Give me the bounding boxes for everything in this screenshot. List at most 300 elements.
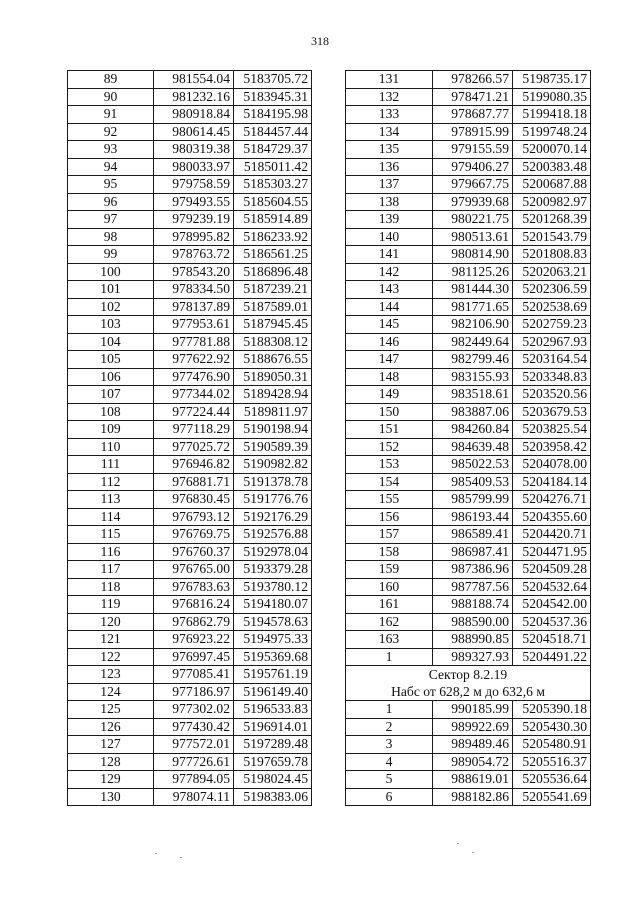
point-number-cell: 109 bbox=[68, 421, 154, 439]
point-number-cell: 157 bbox=[346, 526, 433, 544]
y-coordinate-cell: 5203520.56 bbox=[513, 386, 591, 404]
point-number-cell: 95 bbox=[68, 176, 154, 194]
x-coordinate-cell: 978915.99 bbox=[433, 123, 513, 141]
x-coordinate-cell: 977186.97 bbox=[154, 683, 234, 701]
y-coordinate-cell: 5192576.88 bbox=[234, 526, 312, 544]
table-row bbox=[346, 386, 591, 404]
point-number-cell: 89 bbox=[68, 71, 154, 89]
x-coordinate-cell: 976946.82 bbox=[154, 456, 234, 474]
y-coordinate-cell: 5204518.71 bbox=[513, 631, 591, 649]
table-row bbox=[68, 736, 312, 754]
x-coordinate-cell: 989054.72 bbox=[433, 753, 513, 771]
point-number-cell: 145 bbox=[346, 316, 433, 334]
table-row bbox=[68, 788, 312, 806]
point-number-cell: 147 bbox=[346, 351, 433, 369]
table-row bbox=[68, 456, 312, 474]
table-row bbox=[346, 456, 591, 474]
y-coordinate-cell: 5183945.31 bbox=[234, 88, 312, 106]
point-number-cell: 155 bbox=[346, 491, 433, 509]
table-row bbox=[68, 281, 312, 299]
table-row bbox=[68, 543, 312, 561]
table-row bbox=[346, 351, 591, 369]
y-coordinate-cell: 5200982.97 bbox=[513, 193, 591, 211]
table-row bbox=[346, 316, 591, 334]
table-row bbox=[346, 176, 591, 194]
table-row bbox=[68, 613, 312, 631]
y-coordinate-cell: 5184195.98 bbox=[234, 106, 312, 124]
y-coordinate-cell: 5204509.28 bbox=[513, 561, 591, 579]
point-number-cell: 100 bbox=[68, 263, 154, 281]
x-coordinate-cell: 988990.85 bbox=[433, 631, 513, 649]
table-row bbox=[346, 648, 591, 666]
y-coordinate-cell: 5188308.12 bbox=[234, 333, 312, 351]
point-number-cell: 113 bbox=[68, 491, 154, 509]
scan-speck bbox=[155, 853, 157, 854]
x-coordinate-cell: 982799.46 bbox=[433, 351, 513, 369]
point-number-cell: 121 bbox=[68, 631, 154, 649]
y-coordinate-cell: 5204491.22 bbox=[513, 648, 591, 666]
point-number-cell: 149 bbox=[346, 386, 433, 404]
table-row bbox=[68, 123, 312, 141]
y-coordinate-cell: 5190982.82 bbox=[234, 456, 312, 474]
point-number-cell: 4 bbox=[346, 753, 433, 771]
x-coordinate-cell: 981125.26 bbox=[433, 263, 513, 281]
point-number-cell: 150 bbox=[346, 403, 433, 421]
table-row bbox=[68, 473, 312, 491]
table-row bbox=[346, 526, 591, 544]
y-coordinate-cell: 5185011.42 bbox=[234, 158, 312, 176]
table-row bbox=[68, 631, 312, 649]
y-coordinate-cell: 5203825.54 bbox=[513, 421, 591, 439]
table-row bbox=[68, 88, 312, 106]
y-coordinate-cell: 5193379.28 bbox=[234, 561, 312, 579]
point-number-cell: 124 bbox=[68, 683, 154, 701]
table-row bbox=[346, 228, 591, 246]
y-coordinate-cell: 5191378.78 bbox=[234, 473, 312, 491]
point-number-cell: 129 bbox=[68, 771, 154, 789]
x-coordinate-cell: 986987.41 bbox=[433, 543, 513, 561]
point-number-cell: 119 bbox=[68, 596, 154, 614]
x-coordinate-cell: 986193.44 bbox=[433, 508, 513, 526]
x-coordinate-cell: 976830.45 bbox=[154, 491, 234, 509]
point-number-cell: 126 bbox=[68, 718, 154, 736]
y-coordinate-cell: 5186233.92 bbox=[234, 228, 312, 246]
y-coordinate-cell: 5199748.24 bbox=[513, 123, 591, 141]
x-coordinate-cell: 983155.93 bbox=[433, 368, 513, 386]
point-number-cell: 98 bbox=[68, 228, 154, 246]
x-coordinate-cell: 980918.84 bbox=[154, 106, 234, 124]
y-coordinate-cell: 5185914.89 bbox=[234, 211, 312, 229]
y-coordinate-cell: 5205541.69 bbox=[513, 788, 591, 806]
x-coordinate-cell: 978471.21 bbox=[433, 88, 513, 106]
y-coordinate-cell: 5189050.31 bbox=[234, 368, 312, 386]
table-row bbox=[68, 753, 312, 771]
x-coordinate-cell: 981444.30 bbox=[433, 281, 513, 299]
x-coordinate-cell: 976783.63 bbox=[154, 578, 234, 596]
point-number-cell: 123 bbox=[68, 666, 154, 684]
y-coordinate-cell: 5205430.30 bbox=[513, 718, 591, 736]
x-coordinate-cell: 979667.75 bbox=[433, 176, 513, 194]
table-row bbox=[346, 193, 591, 211]
y-coordinate-cell: 5196533.83 bbox=[234, 701, 312, 719]
table-row bbox=[346, 473, 591, 491]
x-coordinate-cell: 976769.75 bbox=[154, 526, 234, 544]
point-number-cell: 120 bbox=[68, 613, 154, 631]
table-row bbox=[68, 403, 312, 421]
table-row bbox=[68, 561, 312, 579]
table-row bbox=[346, 788, 591, 806]
point-number-cell: 143 bbox=[346, 281, 433, 299]
point-number-cell: 118 bbox=[68, 578, 154, 596]
point-number-cell: 115 bbox=[68, 526, 154, 544]
point-number-cell: 102 bbox=[68, 298, 154, 316]
y-coordinate-cell: 5200383.48 bbox=[513, 158, 591, 176]
x-coordinate-cell: 978995.82 bbox=[154, 228, 234, 246]
x-coordinate-cell: 982106.90 bbox=[433, 316, 513, 334]
point-number-cell: 144 bbox=[346, 298, 433, 316]
table-row bbox=[68, 246, 312, 264]
page-number: 318 bbox=[311, 34, 329, 48]
point-number-cell: 153 bbox=[346, 456, 433, 474]
x-coordinate-cell: 980033.97 bbox=[154, 158, 234, 176]
y-coordinate-cell: 5187945.45 bbox=[234, 316, 312, 334]
table-row bbox=[346, 491, 591, 509]
table-row bbox=[68, 578, 312, 596]
x-coordinate-cell: 988590.00 bbox=[433, 613, 513, 631]
x-coordinate-cell: 977572.01 bbox=[154, 736, 234, 754]
table-row bbox=[68, 176, 312, 194]
x-coordinate-cell: 977894.05 bbox=[154, 771, 234, 789]
table-row bbox=[346, 211, 591, 229]
y-coordinate-cell: 5205480.91 bbox=[513, 736, 591, 754]
y-coordinate-cell: 5185604.55 bbox=[234, 193, 312, 211]
x-coordinate-cell: 977118.29 bbox=[154, 421, 234, 439]
y-coordinate-cell: 5204420.71 bbox=[513, 526, 591, 544]
x-coordinate-cell: 980513.61 bbox=[433, 228, 513, 246]
y-coordinate-cell: 5192978.04 bbox=[234, 543, 312, 561]
table-row bbox=[68, 701, 312, 719]
point-number-cell: 117 bbox=[68, 561, 154, 579]
table-row bbox=[68, 333, 312, 351]
table-row bbox=[68, 141, 312, 159]
point-number-cell: 148 bbox=[346, 368, 433, 386]
x-coordinate-cell: 977953.61 bbox=[154, 316, 234, 334]
y-coordinate-cell: 5204355.60 bbox=[513, 508, 591, 526]
point-number-cell: 112 bbox=[68, 473, 154, 491]
point-number-cell: 127 bbox=[68, 736, 154, 754]
y-coordinate-cell: 5204542.00 bbox=[513, 596, 591, 614]
point-number-cell: 152 bbox=[346, 438, 433, 456]
point-number-cell: 160 bbox=[346, 578, 433, 596]
y-coordinate-cell: 5189428.94 bbox=[234, 386, 312, 404]
y-coordinate-cell: 5188676.55 bbox=[234, 351, 312, 369]
y-coordinate-cell: 5204471.95 bbox=[513, 543, 591, 561]
x-coordinate-cell: 979493.55 bbox=[154, 193, 234, 211]
x-coordinate-cell: 978543.20 bbox=[154, 263, 234, 281]
scan-speck bbox=[472, 852, 474, 853]
altitude-range-row bbox=[346, 683, 591, 701]
table-row bbox=[68, 438, 312, 456]
y-coordinate-cell: 5193780.12 bbox=[234, 578, 312, 596]
x-coordinate-cell: 977781.88 bbox=[154, 333, 234, 351]
x-coordinate-cell: 976793.12 bbox=[154, 508, 234, 526]
point-number-cell: 136 bbox=[346, 158, 433, 176]
y-coordinate-cell: 5201543.79 bbox=[513, 228, 591, 246]
y-coordinate-cell: 5202306.59 bbox=[513, 281, 591, 299]
x-coordinate-cell: 978074.11 bbox=[154, 788, 234, 806]
table-row bbox=[346, 753, 591, 771]
y-coordinate-cell: 5187589.01 bbox=[234, 298, 312, 316]
sector-title: Сектор 8.2.19 bbox=[346, 666, 591, 684]
y-coordinate-cell: 5184729.37 bbox=[234, 141, 312, 159]
x-coordinate-cell: 977302.02 bbox=[154, 701, 234, 719]
x-coordinate-cell: 976816.24 bbox=[154, 596, 234, 614]
x-coordinate-cell: 989922.69 bbox=[433, 718, 513, 736]
table-row bbox=[68, 351, 312, 369]
point-number-cell: 104 bbox=[68, 333, 154, 351]
x-coordinate-cell: 990185.99 bbox=[433, 701, 513, 719]
point-number-cell: 162 bbox=[346, 613, 433, 631]
y-coordinate-cell: 5194180.07 bbox=[234, 596, 312, 614]
table-row bbox=[346, 106, 591, 124]
y-coordinate-cell: 5202538.69 bbox=[513, 298, 591, 316]
table-row bbox=[68, 718, 312, 736]
point-number-cell: 3 bbox=[346, 736, 433, 754]
y-coordinate-cell: 5204184.14 bbox=[513, 473, 591, 491]
table-row bbox=[68, 683, 312, 701]
y-coordinate-cell: 5191776.76 bbox=[234, 491, 312, 509]
table-row bbox=[68, 211, 312, 229]
point-number-cell: 110 bbox=[68, 438, 154, 456]
y-coordinate-cell: 5197659.78 bbox=[234, 753, 312, 771]
point-number-cell: 142 bbox=[346, 263, 433, 281]
y-coordinate-cell: 5200687.88 bbox=[513, 176, 591, 194]
x-coordinate-cell: 983518.61 bbox=[433, 386, 513, 404]
point-number-cell: 146 bbox=[346, 333, 433, 351]
x-coordinate-cell: 977025.72 bbox=[154, 438, 234, 456]
point-number-cell: 5 bbox=[346, 771, 433, 789]
x-coordinate-cell: 978763.72 bbox=[154, 246, 234, 264]
table-row bbox=[68, 421, 312, 439]
point-number-cell: 159 bbox=[346, 561, 433, 579]
x-coordinate-cell: 984260.84 bbox=[433, 421, 513, 439]
point-number-cell: 132 bbox=[346, 88, 433, 106]
y-coordinate-cell: 5192176.29 bbox=[234, 508, 312, 526]
table-row bbox=[68, 508, 312, 526]
table-row bbox=[68, 386, 312, 404]
point-number-cell: 128 bbox=[68, 753, 154, 771]
x-coordinate-cell: 980319.38 bbox=[154, 141, 234, 159]
y-coordinate-cell: 5198735.17 bbox=[513, 71, 591, 89]
table-row bbox=[346, 246, 591, 264]
table-row bbox=[68, 193, 312, 211]
table-row bbox=[346, 438, 591, 456]
y-coordinate-cell: 5204276.71 bbox=[513, 491, 591, 509]
x-coordinate-cell: 979406.27 bbox=[433, 158, 513, 176]
table-row bbox=[346, 613, 591, 631]
x-coordinate-cell: 977430.42 bbox=[154, 718, 234, 736]
x-coordinate-cell: 985799.99 bbox=[433, 491, 513, 509]
table-row bbox=[346, 368, 591, 386]
table-row bbox=[68, 298, 312, 316]
x-coordinate-cell: 978266.57 bbox=[433, 71, 513, 89]
y-coordinate-cell: 5205536.64 bbox=[513, 771, 591, 789]
table-row bbox=[346, 596, 591, 614]
x-coordinate-cell: 979155.59 bbox=[433, 141, 513, 159]
x-coordinate-cell: 979758.59 bbox=[154, 176, 234, 194]
x-coordinate-cell: 978687.77 bbox=[433, 106, 513, 124]
x-coordinate-cell: 988619.01 bbox=[433, 771, 513, 789]
table-row bbox=[346, 403, 591, 421]
point-number-cell: 99 bbox=[68, 246, 154, 264]
x-coordinate-cell: 982449.64 bbox=[433, 333, 513, 351]
x-coordinate-cell: 985022.53 bbox=[433, 456, 513, 474]
table-row bbox=[68, 158, 312, 176]
y-coordinate-cell: 5190589.39 bbox=[234, 438, 312, 456]
point-number-cell: 90 bbox=[68, 88, 154, 106]
table-row bbox=[346, 141, 591, 159]
table-row bbox=[68, 771, 312, 789]
point-number-cell: 158 bbox=[346, 543, 433, 561]
table-row bbox=[346, 736, 591, 754]
y-coordinate-cell: 5199080.35 bbox=[513, 88, 591, 106]
table-row bbox=[68, 648, 312, 666]
table-row bbox=[346, 71, 591, 89]
point-number-cell: 111 bbox=[68, 456, 154, 474]
y-coordinate-cell: 5186896.48 bbox=[234, 263, 312, 281]
y-coordinate-cell: 5203679.53 bbox=[513, 403, 591, 421]
table-row bbox=[68, 526, 312, 544]
table-row bbox=[346, 578, 591, 596]
altitude-range: Набс от 628,2 м до 632,6 м bbox=[346, 683, 591, 701]
x-coordinate-cell: 977726.61 bbox=[154, 753, 234, 771]
point-number-cell: 140 bbox=[346, 228, 433, 246]
x-coordinate-cell: 983887.06 bbox=[433, 403, 513, 421]
point-number-cell: 135 bbox=[346, 141, 433, 159]
point-number-cell: 107 bbox=[68, 386, 154, 404]
point-number-cell: 161 bbox=[346, 596, 433, 614]
table-row bbox=[346, 333, 591, 351]
y-coordinate-cell: 5190198.94 bbox=[234, 421, 312, 439]
table-row bbox=[346, 631, 591, 649]
point-number-cell: 151 bbox=[346, 421, 433, 439]
point-number-cell: 130 bbox=[68, 788, 154, 806]
scan-speck bbox=[180, 857, 182, 858]
x-coordinate-cell: 980614.45 bbox=[154, 123, 234, 141]
y-coordinate-cell: 5198024.45 bbox=[234, 771, 312, 789]
point-number-cell: 154 bbox=[346, 473, 433, 491]
point-number-cell: 91 bbox=[68, 106, 154, 124]
x-coordinate-cell: 988188.74 bbox=[433, 596, 513, 614]
point-number-cell: 141 bbox=[346, 246, 433, 264]
y-coordinate-cell: 5199418.18 bbox=[513, 106, 591, 124]
point-number-cell: 2 bbox=[346, 718, 433, 736]
y-coordinate-cell: 5204532.64 bbox=[513, 578, 591, 596]
scan-speck bbox=[457, 843, 459, 844]
x-coordinate-cell: 977224.44 bbox=[154, 403, 234, 421]
table-row bbox=[346, 263, 591, 281]
x-coordinate-cell: 979239.19 bbox=[154, 211, 234, 229]
table-row bbox=[68, 666, 312, 684]
y-coordinate-cell: 5205390.18 bbox=[513, 701, 591, 719]
y-coordinate-cell: 5202063.21 bbox=[513, 263, 591, 281]
x-coordinate-cell: 977622.92 bbox=[154, 351, 234, 369]
point-number-cell: 92 bbox=[68, 123, 154, 141]
table-row bbox=[346, 771, 591, 789]
point-number-cell: 94 bbox=[68, 158, 154, 176]
y-coordinate-cell: 5187239.21 bbox=[234, 281, 312, 299]
y-coordinate-cell: 5205516.37 bbox=[513, 753, 591, 771]
y-coordinate-cell: 5204537.36 bbox=[513, 613, 591, 631]
table-row bbox=[346, 701, 591, 719]
x-coordinate-cell: 989489.46 bbox=[433, 736, 513, 754]
point-number-cell: 1 bbox=[346, 701, 433, 719]
point-number-cell: 101 bbox=[68, 281, 154, 299]
y-coordinate-cell: 5203164.54 bbox=[513, 351, 591, 369]
point-number-cell: 131 bbox=[346, 71, 433, 89]
point-number-cell: 108 bbox=[68, 403, 154, 421]
table-row bbox=[346, 718, 591, 736]
y-coordinate-cell: 5195369.68 bbox=[234, 648, 312, 666]
table-row bbox=[68, 491, 312, 509]
x-coordinate-cell: 988182.86 bbox=[433, 788, 513, 806]
table-row bbox=[346, 298, 591, 316]
y-coordinate-cell: 5201808.83 bbox=[513, 246, 591, 264]
point-number-cell: 133 bbox=[346, 106, 433, 124]
table-row bbox=[68, 106, 312, 124]
x-coordinate-cell: 976997.45 bbox=[154, 648, 234, 666]
table-row bbox=[68, 316, 312, 334]
point-number-cell: 139 bbox=[346, 211, 433, 229]
x-coordinate-cell: 989327.93 bbox=[433, 648, 513, 666]
x-coordinate-cell: 977085.41 bbox=[154, 666, 234, 684]
y-coordinate-cell: 5196914.01 bbox=[234, 718, 312, 736]
point-number-cell: 156 bbox=[346, 508, 433, 526]
x-coordinate-cell: 984639.48 bbox=[433, 438, 513, 456]
x-coordinate-cell: 976765.00 bbox=[154, 561, 234, 579]
x-coordinate-cell: 986589.41 bbox=[433, 526, 513, 544]
x-coordinate-cell: 976760.37 bbox=[154, 543, 234, 561]
table-row bbox=[68, 368, 312, 386]
y-coordinate-cell: 5194578.63 bbox=[234, 613, 312, 631]
point-number-cell: 103 bbox=[68, 316, 154, 334]
table-row bbox=[68, 71, 312, 89]
point-number-cell: 125 bbox=[68, 701, 154, 719]
table-row bbox=[346, 158, 591, 176]
y-coordinate-cell: 5200070.14 bbox=[513, 141, 591, 159]
point-number-cell: 6 bbox=[346, 788, 433, 806]
y-coordinate-cell: 5189811.97 bbox=[234, 403, 312, 421]
table-row bbox=[68, 228, 312, 246]
coordinates-table-left bbox=[67, 70, 312, 806]
y-coordinate-cell: 5203348.83 bbox=[513, 368, 591, 386]
x-coordinate-cell: 981232.16 bbox=[154, 88, 234, 106]
x-coordinate-cell: 979939.68 bbox=[433, 193, 513, 211]
x-coordinate-cell: 981554.04 bbox=[154, 71, 234, 89]
point-number-cell: 106 bbox=[68, 368, 154, 386]
x-coordinate-cell: 976881.71 bbox=[154, 473, 234, 491]
x-coordinate-cell: 987787.56 bbox=[433, 578, 513, 596]
point-number-cell: 134 bbox=[346, 123, 433, 141]
point-number-cell: 137 bbox=[346, 176, 433, 194]
y-coordinate-cell: 5196149.40 bbox=[234, 683, 312, 701]
x-coordinate-cell: 985409.53 bbox=[433, 473, 513, 491]
x-coordinate-cell: 980814.90 bbox=[433, 246, 513, 264]
y-coordinate-cell: 5198383.06 bbox=[234, 788, 312, 806]
point-number-cell: 114 bbox=[68, 508, 154, 526]
y-coordinate-cell: 5186561.25 bbox=[234, 246, 312, 264]
point-number-cell: 116 bbox=[68, 543, 154, 561]
